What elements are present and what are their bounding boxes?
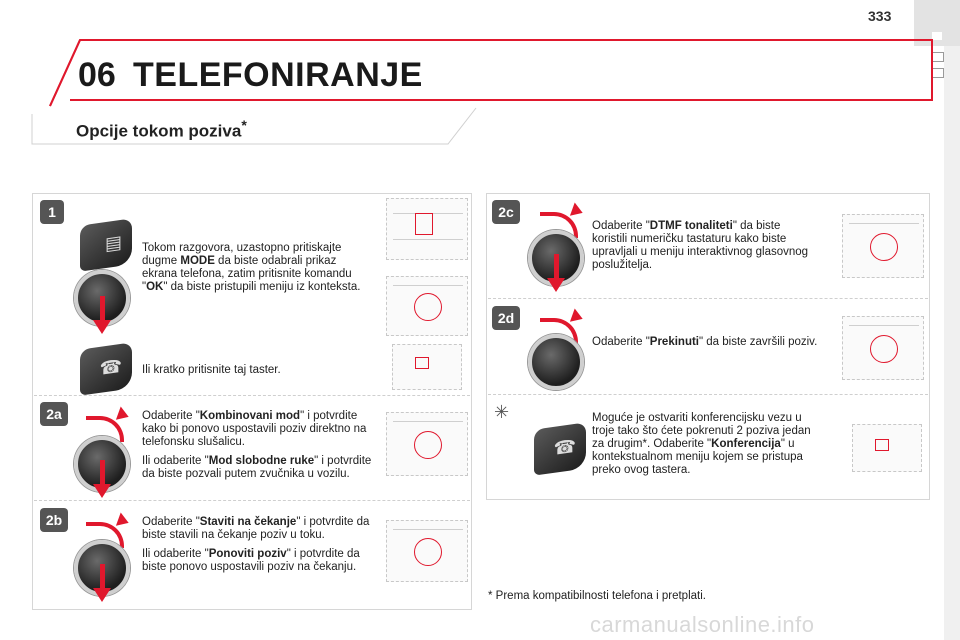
- dashboard-sketch-mode: [386, 198, 468, 260]
- step-1-text: Tokom razgovora, uzastopno pritiskajte dugme MODE da biste odabrali prikaz ekrana telefona, zatim pritisnite komandu "OK" da biste pristupili meniju iz konteksta.: [142, 242, 361, 293]
- divider: [34, 395, 470, 396]
- press-arrow: [100, 296, 105, 322]
- divider: [488, 298, 928, 299]
- step-badge-2d: 2d: [492, 306, 520, 330]
- dashboard-sketch-knob: [842, 214, 924, 278]
- step-2b-text: Odaberite "Staviti na čekanje" i potvrdite da biste stavili na čekanje poziv u toku. Ili odaberite "Ponoviti poziv" i potvrdite da biste ponovo uspostavili poziv na čekanju.: [142, 516, 370, 573]
- phone-button-icon: ☎: [534, 422, 586, 475]
- step-2d-text: Odaberite "Prekinuti" da biste završili poziv.: [592, 336, 818, 348]
- phone-button-icon: ☎: [80, 342, 132, 395]
- divider: [488, 394, 928, 395]
- dashboard-sketch-knob: [386, 276, 468, 336]
- press-arrow: [100, 460, 105, 486]
- press-arrowhead: [93, 588, 111, 602]
- step-2a-text: Odaberite "Kombinovani mod" i potvrdite kako bi ponovo uspostavili poziv direktno na telefonsku slušalicu. Ili odaberite "Mod slobodne ruke" i potvrdite da biste pozvali putem zvučnika u vozilu.: [142, 410, 372, 480]
- divider: [34, 500, 470, 501]
- steering-wheel-sketch: [852, 424, 922, 472]
- footnote: * Prema kompatibilnosti telefona i pretplati.: [488, 590, 706, 602]
- press-arrowhead: [93, 320, 111, 334]
- step-badge-1: 1: [40, 200, 64, 224]
- dashboard-sketch-knob: [386, 520, 468, 582]
- step-badge-2c: 2c: [492, 200, 520, 224]
- sun-tip-icon: ✳: [494, 402, 510, 422]
- steering-wheel-sketch: [392, 344, 462, 390]
- step-1-alt-text: Ili kratko pritisnite taj taster.: [142, 364, 281, 376]
- chapter-title: TELEFONIRANJE: [133, 56, 423, 94]
- press-arrow: [100, 564, 105, 590]
- page-number: 333: [868, 8, 892, 24]
- watermark: carmanualsonline.info: [590, 612, 815, 637]
- step-badge-2a: 2a: [40, 402, 68, 426]
- section-title: Opcije tokom poziva*: [76, 117, 247, 141]
- dashboard-sketch-knob: [386, 412, 468, 476]
- dashboard-sketch-knob: [842, 316, 924, 380]
- side-band: [944, 46, 960, 640]
- rotary-knob-icon: [528, 334, 584, 390]
- step-badge-2b: 2b: [40, 508, 68, 532]
- press-arrow: [554, 254, 559, 280]
- conference-text: Moguće je ostvariti konferencijsku vezu u troje tako što ćete pokrenuti 2 poziva jedan za drugim*. Odaberite "Konferencija" u kontekstualnom meniju kojem se pristupa preko ovog tastera.: [592, 412, 811, 476]
- press-arrowhead: [93, 484, 111, 498]
- step-2c-text: Odaberite "DTMF tonaliteti" da biste koristili numeričku tastaturu kako biste upravljali u meniju interaktivnog glasovnog poslužitelja.: [592, 220, 809, 271]
- chapter-number: 06: [78, 56, 116, 94]
- press-arrowhead: [547, 278, 565, 292]
- phone-mode-button-icon: ▤: [80, 218, 132, 271]
